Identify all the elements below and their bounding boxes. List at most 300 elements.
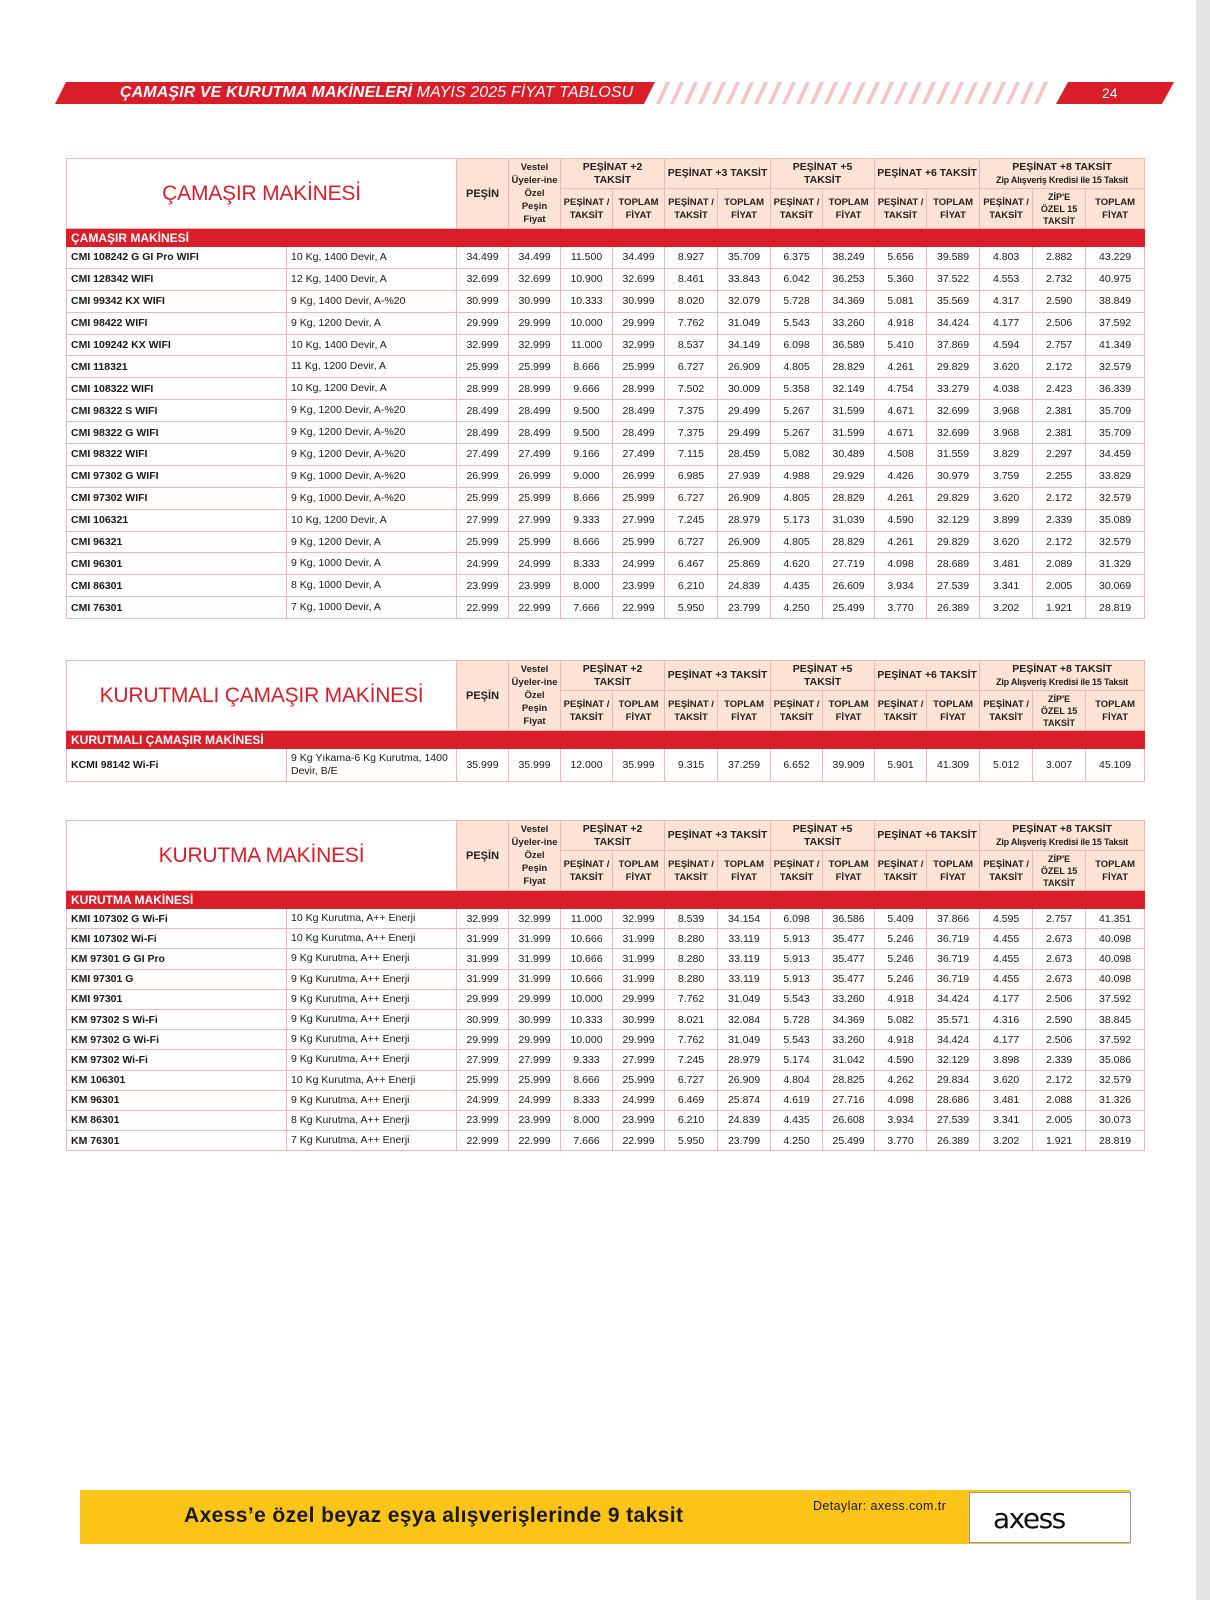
spec-cell: 10 Kg, 1400 Devir, A (287, 247, 457, 269)
price-cell: 6.375 (771, 247, 823, 269)
price-cell: 4.590 (875, 1050, 927, 1070)
col-group-2: PEŞİNAT +2 TAKSİT (561, 159, 665, 189)
price-cell: 2.732 (1033, 268, 1086, 290)
price-cell: 4.455 (980, 969, 1033, 989)
price-cell: 4.261 (875, 356, 927, 378)
price-cell: 35.086 (1086, 1050, 1145, 1070)
col-group-8-title: PEŞİNAT +8 TAKSİT (1012, 822, 1112, 835)
price-cell: 5.410 (875, 334, 927, 356)
model-cell: KM 76301 (67, 1131, 287, 1151)
table-row (67, 247, 1145, 269)
table-row (67, 444, 1145, 466)
price-cell: 2.673 (1033, 949, 1086, 969)
col-sub-pesinat: PEŞİNAT / TAKSİT (875, 851, 927, 891)
model-cell: KM 97302 G Wi-Fi (67, 1030, 287, 1050)
price-cell: 22.999 (613, 1131, 665, 1151)
price-cell: 4.594 (980, 334, 1033, 356)
price-cell: 8.927 (665, 247, 718, 269)
price-cell: 23.999 (613, 1110, 665, 1130)
price-cell: 6.210 (665, 575, 718, 597)
price-cell: 7.375 (665, 400, 718, 422)
price-cell: 31.559 (927, 444, 980, 466)
price-cell: 6.469 (665, 1090, 718, 1110)
price-cell: 2.590 (1033, 290, 1086, 312)
price-cell: 24.999 (509, 1090, 561, 1110)
price-cell: 5.360 (875, 268, 927, 290)
spec-cell: 10 Kg, 1200 Devir, A (287, 509, 457, 531)
table-row (67, 749, 1145, 782)
col-group-5: PEŞİNAT +5 TAKSİT (771, 821, 875, 851)
price-cell: 5.081 (875, 290, 927, 312)
price-cell: 39.589 (927, 247, 980, 269)
price-cell: 29.999 (509, 1030, 561, 1050)
price-cell: 2.172 (1033, 356, 1086, 378)
section-label: KURUTMA MAKİNESİ (67, 891, 1145, 909)
model-cell: CMI 109242 KX WIFI (67, 334, 287, 356)
price-cell: 41.309 (927, 749, 980, 782)
spec-cell: 7 Kg Kurutma, A++ Enerji (287, 1131, 457, 1151)
price-cell: 9.333 (561, 1050, 613, 1070)
price-cell: 24.839 (718, 1110, 771, 1130)
price-cell: 33.119 (718, 969, 771, 989)
price-cell: 32.129 (927, 509, 980, 531)
price-cell: 45.109 (1086, 749, 1145, 782)
price-cell: 3.341 (980, 1110, 1033, 1130)
price-cell: 37.592 (1086, 312, 1145, 334)
price-cell: 34.369 (823, 290, 875, 312)
col-sub-toplam: TOPLAM FİYAT (1086, 851, 1145, 891)
model-cell: CMI 96301 (67, 553, 287, 575)
section-label: ÇAMAŞIR MAKİNESİ (67, 229, 1145, 247)
model-cell: KM 106301 (67, 1070, 287, 1090)
price-cell: 25.499 (823, 1131, 875, 1151)
price-cell: 5.950 (665, 597, 718, 619)
price-cell: 6.042 (771, 268, 823, 290)
price-cell: 5.913 (771, 949, 823, 969)
price-cell: 31.999 (509, 949, 561, 969)
price-cell: 35.999 (613, 749, 665, 782)
col-group-8-title: PEŞİNAT +8 TAKSİT (1012, 160, 1112, 173)
price-cell: 4.177 (980, 989, 1033, 1009)
price-cell: 33.279 (927, 378, 980, 400)
price-cell: 31.042 (823, 1050, 875, 1070)
price-cell: 40.098 (1086, 929, 1145, 949)
price-cell: 5.913 (771, 969, 823, 989)
price-cell: 10.333 (561, 1009, 613, 1029)
price-cell: 32.579 (1086, 487, 1145, 509)
price-cell: 30.489 (823, 444, 875, 466)
price-cell: 30.999 (509, 1009, 561, 1029)
price-cell: 26.608 (823, 1110, 875, 1130)
price-cell: 31.999 (457, 949, 509, 969)
price-cell: 33.119 (718, 949, 771, 969)
spec-cell: 9 Kg, 1200 Devir, A-%20 (287, 444, 457, 466)
price-cell: 31.999 (613, 929, 665, 949)
price-cell: 34.424 (927, 1030, 980, 1050)
price-cell: 23.999 (509, 575, 561, 597)
price-cell: 3.007 (1033, 749, 1086, 782)
footer-banner (80, 1490, 1130, 1544)
price-cell: 34.499 (509, 247, 561, 269)
price-cell: 2.381 (1033, 422, 1086, 444)
price-cell: 4.805 (771, 356, 823, 378)
price-cell: 35.709 (718, 247, 771, 269)
price-cell: 37.866 (927, 909, 980, 929)
section-label: KURUTMALI ÇAMAŞIR MAKİNESİ (67, 731, 1145, 749)
col-sub-pesinat: PEŞİNAT / TAKSİT (561, 189, 613, 229)
price-cell: 12.000 (561, 749, 613, 782)
model-cell: CMI 128342 WIFI (67, 268, 287, 290)
price-cell: 36.339 (1086, 378, 1145, 400)
price-cell: 4.508 (875, 444, 927, 466)
col-sub-pesinat: PEŞİNAT / TAKSİT (561, 691, 613, 731)
price-cell: 29.499 (718, 422, 771, 444)
price-cell: 38.845 (1086, 1009, 1145, 1029)
price-cell: 32.699 (457, 268, 509, 290)
price-cell: 2.172 (1033, 531, 1086, 553)
price-cell: 5.358 (771, 378, 823, 400)
price-cell: 23.999 (613, 575, 665, 597)
price-cell: 32.579 (1086, 356, 1145, 378)
price-cell: 2.757 (1033, 334, 1086, 356)
price-cell: 4.177 (980, 1030, 1033, 1050)
model-cell: KM 97302 S Wi-Fi (67, 1009, 287, 1029)
price-cell: 4.671 (875, 400, 927, 422)
price-cell: 5.728 (771, 1009, 823, 1029)
price-cell: 28.825 (823, 1070, 875, 1090)
price-cell: 7.666 (561, 1131, 613, 1151)
spec-cell: 7 Kg, 1000 Devir, A (287, 597, 457, 619)
price-cell: 5.728 (771, 290, 823, 312)
price-cell: 3.829 (980, 444, 1033, 466)
model-cell: KMI 107302 Wi-Fi (67, 929, 287, 949)
model-cell: KM 86301 (67, 1110, 287, 1130)
spec-cell: 9 Kg Kurutma, A++ Enerji (287, 1090, 457, 1110)
price-cell: 29.999 (457, 1030, 509, 1050)
model-cell: KM 97301 G GI Pro (67, 949, 287, 969)
price-cell: 5.543 (771, 1030, 823, 1050)
price-cell: 25.999 (509, 356, 561, 378)
price-cell: 24.999 (613, 553, 665, 575)
model-cell: CMI 97302 G WIFI (67, 465, 287, 487)
price-cell: 28.499 (457, 422, 509, 444)
table-row (67, 575, 1145, 597)
price-cell: 31.326 (1086, 1090, 1145, 1110)
price-cell: 33.829 (1086, 465, 1145, 487)
price-cell: 31.999 (457, 929, 509, 949)
price-cell: 8.666 (561, 356, 613, 378)
price-cell: 31.049 (718, 1030, 771, 1050)
price-cell: 28.499 (509, 422, 561, 444)
table-row (67, 949, 1145, 969)
col-sub-pesinat: PEŞİNAT / TAKSİT (665, 189, 718, 229)
col-sub-toplam: TOPLAM FİYAT (1086, 691, 1145, 731)
price-cell: 7.762 (665, 1030, 718, 1050)
col-sub-toplam: TOPLAM FİYAT (927, 189, 980, 229)
price-cell: 31.999 (509, 929, 561, 949)
price-cell: 32.999 (509, 334, 561, 356)
price-cell: 34.424 (927, 989, 980, 1009)
table-title: KURUTMA MAKİNESİ (67, 821, 457, 891)
price-cell: 2.757 (1033, 909, 1086, 929)
price-cell: 25.999 (613, 487, 665, 509)
price-cell: 28.499 (509, 400, 561, 422)
price-cell: 23.999 (457, 1110, 509, 1130)
col-sub-toplam: TOPLAM FİYAT (613, 691, 665, 731)
price-cell: 2.089 (1033, 553, 1086, 575)
price-cell: 27.939 (718, 465, 771, 487)
col-sub-pesinat: PEŞİNAT / TAKSİT (665, 691, 718, 731)
washer-dryer-table (66, 660, 1145, 782)
spec-cell: 10 Kg, 1400 Devir, A (287, 334, 457, 356)
price-cell: 2.005 (1033, 1110, 1086, 1130)
footer-details-link[interactable]: Detaylar: axess.com.tr (813, 1499, 947, 1513)
price-cell: 6.985 (665, 465, 718, 487)
price-cell: 33.260 (823, 1030, 875, 1050)
price-cell: 31.049 (718, 312, 771, 334)
price-cell: 26.999 (457, 465, 509, 487)
price-cell: 5.246 (875, 969, 927, 989)
model-cell: CMI 98322 WIFI (67, 444, 287, 466)
table-title: ÇAMAŞIR MAKİNESİ (67, 159, 457, 229)
price-cell: 6.727 (665, 356, 718, 378)
price-cell: 29.829 (927, 356, 980, 378)
price-cell: 35.477 (823, 949, 875, 969)
price-cell: 1.921 (1033, 1131, 1086, 1151)
price-cell: 25.999 (613, 531, 665, 553)
price-cell: 4.918 (875, 1030, 927, 1050)
price-cell: 8.333 (561, 1090, 613, 1110)
price-cell: 7.762 (665, 312, 718, 334)
price-cell: 26.909 (718, 1070, 771, 1090)
price-cell: 25.999 (509, 487, 561, 509)
col-group-8-title: PEŞİNAT +8 TAKSİT (1012, 662, 1112, 675)
price-cell: 3.968 (980, 422, 1033, 444)
price-cell: 31.039 (823, 509, 875, 531)
col-group-6: PEŞİNAT +6 TAKSİT (875, 821, 980, 851)
price-cell: 3.934 (875, 1110, 927, 1130)
price-cell: 31.049 (718, 989, 771, 1009)
price-cell: 4.620 (771, 553, 823, 575)
spec-cell: 10 Kg Kurutma, A++ Enerji (287, 929, 457, 949)
price-cell: 2.673 (1033, 929, 1086, 949)
price-cell: 3.202 (980, 597, 1033, 619)
table-row (67, 378, 1145, 400)
col-sub-pesinat: PEŞİNAT / TAKSİT (665, 851, 718, 891)
price-cell: 32.999 (613, 334, 665, 356)
price-cell: 25.999 (509, 531, 561, 553)
price-cell: 27.499 (509, 444, 561, 466)
price-cell: 3.934 (875, 575, 927, 597)
header-title: ÇAMAŞIR VE KURUTMA MAKİNELERİ MAYIS 2025 FİYAT TABLOSU (120, 84, 634, 101)
spec-cell: 9 Kg Yıkama-6 Kg Kurutma, 1400 Devir, B/E (287, 749, 457, 782)
price-cell: 30.999 (457, 290, 509, 312)
col-sub-pesinat: PEŞİNAT / TAKSİT (771, 851, 823, 891)
price-cell: 3.968 (980, 400, 1033, 422)
price-cell: 7.502 (665, 378, 718, 400)
spec-cell: 9 Kg Kurutma, A++ Enerji (287, 1050, 457, 1070)
price-cell: 43.229 (1086, 247, 1145, 269)
price-cell: 32.699 (927, 400, 980, 422)
price-cell: 10.333 (561, 290, 613, 312)
price-cell: 40.975 (1086, 268, 1145, 290)
price-cell: 28.829 (823, 487, 875, 509)
price-cell: 31.999 (509, 969, 561, 989)
price-cell: 8.280 (665, 929, 718, 949)
price-cell: 4.918 (875, 989, 927, 1009)
price-cell: 2.423 (1033, 378, 1086, 400)
spec-cell: 9 Kg Kurutma, A++ Enerji (287, 989, 457, 1009)
price-cell: 10.666 (561, 949, 613, 969)
table-row (67, 1110, 1145, 1130)
price-cell: 25.499 (823, 597, 875, 619)
price-cell: 32.129 (927, 1050, 980, 1070)
price-cell: 26.909 (718, 487, 771, 509)
price-cell: 5.267 (771, 422, 823, 444)
price-cell: 28.499 (457, 400, 509, 422)
price-cell: 27.719 (823, 553, 875, 575)
price-cell: 30.999 (613, 1009, 665, 1029)
price-cell: 3.620 (980, 531, 1033, 553)
price-cell: 10.666 (561, 929, 613, 949)
col-sub-toplam: TOPLAM FİYAT (718, 851, 771, 891)
price-cell: 37.869 (927, 334, 980, 356)
spec-cell: 9 Kg, 1400 Devir, A-%20 (287, 290, 457, 312)
price-cell: 4.595 (980, 909, 1033, 929)
col-sub-zip: ZİP'E ÖZEL 15 TAKSİT (1033, 691, 1086, 731)
col-pesin: PEŞİN (457, 661, 509, 731)
price-cell: 40.098 (1086, 969, 1145, 989)
price-cell: 5.246 (875, 929, 927, 949)
table-row (67, 400, 1145, 422)
col-group-8-zip: Zip Alışveriş Kredisi ile 15 Taksit (996, 676, 1129, 687)
price-cell: 5.901 (875, 749, 927, 782)
price-cell: 2.172 (1033, 1070, 1086, 1090)
price-cell: 31.999 (457, 969, 509, 989)
price-cell: 31.999 (613, 949, 665, 969)
table-row (67, 487, 1145, 509)
price-cell: 7.115 (665, 444, 718, 466)
price-cell: 35.089 (1086, 509, 1145, 531)
price-cell: 35.999 (509, 749, 561, 782)
price-cell: 9.333 (561, 509, 613, 531)
price-cell: 26.609 (823, 575, 875, 597)
price-cell: 29.999 (457, 989, 509, 1009)
price-cell: 9.315 (665, 749, 718, 782)
col-sub-toplam: TOPLAM FİYAT (1086, 189, 1145, 229)
price-cell: 27.539 (927, 575, 980, 597)
price-cell: 24.999 (457, 1090, 509, 1110)
price-cell: 25.869 (718, 553, 771, 575)
col-group-3: PEŞİNAT +3 TAKSİT (665, 821, 771, 851)
spec-cell: 10 Kg Kurutma, A++ Enerji (287, 1070, 457, 1090)
price-cell: 33.843 (718, 268, 771, 290)
spec-cell: 11 Kg, 1200 Devir, A (287, 356, 457, 378)
col-sub-toplam: TOPLAM FİYAT (613, 851, 665, 891)
model-cell: CMI 98322 G WIFI (67, 422, 287, 444)
model-cell: CMI 98422 WIFI (67, 312, 287, 334)
price-cell: 28.999 (509, 378, 561, 400)
price-cell: 34.424 (927, 312, 980, 334)
price-cell: 32.999 (457, 334, 509, 356)
price-cell: 11.500 (561, 247, 613, 269)
spec-cell: 8 Kg Kurutma, A++ Enerji (287, 1110, 457, 1130)
col-pesin: PEŞİN (457, 159, 509, 229)
spec-cell: 9 Kg Kurutma, A++ Enerji (287, 1009, 457, 1029)
price-cell: 2.339 (1033, 1050, 1086, 1070)
price-cell: 30.979 (927, 465, 980, 487)
price-cell: 34.369 (823, 1009, 875, 1029)
price-cell: 28.686 (927, 1090, 980, 1110)
price-cell: 4.250 (771, 1131, 823, 1151)
price-cell: 4.098 (875, 1090, 927, 1110)
price-cell: 40.098 (1086, 949, 1145, 969)
price-cell: 3.620 (980, 356, 1033, 378)
page-header (0, 82, 1196, 104)
price-cell: 8.000 (561, 575, 613, 597)
price-cell: 30.999 (509, 290, 561, 312)
price-cell: 2.506 (1033, 989, 1086, 1009)
price-cell: 8.537 (665, 334, 718, 356)
price-cell: 31.329 (1086, 553, 1145, 575)
price-cell: 4.426 (875, 465, 927, 487)
col-group-2: PEŞİNAT +2 TAKSİT (561, 661, 665, 691)
price-cell: 32.999 (457, 909, 509, 929)
price-cell: 28.499 (613, 400, 665, 422)
price-cell: 2.005 (1033, 575, 1086, 597)
price-cell: 32.579 (1086, 531, 1145, 553)
price-cell: 3.341 (980, 575, 1033, 597)
price-cell: 32.699 (613, 268, 665, 290)
col-sub-toplam: TOPLAM FİYAT (823, 851, 875, 891)
price-cell: 37.259 (718, 749, 771, 782)
model-cell: CMI 108242 G GI Pro WIFI (67, 247, 287, 269)
price-cell: 4.804 (771, 1070, 823, 1090)
model-cell: CMI 98322 S WIFI (67, 400, 287, 422)
price-cell: 6.727 (665, 1070, 718, 1090)
price-cell: 22.999 (509, 597, 561, 619)
table-row (67, 422, 1145, 444)
table-row (67, 268, 1145, 290)
price-cell: 9.500 (561, 400, 613, 422)
col-sub-pesinat: PEŞİNAT / TAKSİT (980, 189, 1033, 229)
price-cell: 9.666 (561, 378, 613, 400)
price-cell: 30.999 (613, 290, 665, 312)
price-cell: 2.882 (1033, 247, 1086, 269)
price-cell: 32.699 (509, 268, 561, 290)
price-cell: 8.000 (561, 1110, 613, 1130)
axess-logo-text: axess (993, 1502, 1065, 1535)
price-cell: 27.499 (613, 444, 665, 466)
price-cell: 24.999 (509, 553, 561, 575)
price-cell: 28.499 (613, 422, 665, 444)
price-cell: 4.455 (980, 949, 1033, 969)
price-cell: 4.038 (980, 378, 1033, 400)
price-cell: 23.999 (509, 1110, 561, 1130)
price-cell: 4.455 (980, 929, 1033, 949)
model-cell: CMI 76301 (67, 597, 287, 619)
model-cell: CMI 97302 WIFI (67, 487, 287, 509)
price-cell: 25.999 (457, 356, 509, 378)
price-cell: 2.339 (1033, 509, 1086, 531)
price-cell: 5.174 (771, 1050, 823, 1070)
price-cell: 38.849 (1086, 290, 1145, 312)
model-cell: CMI 99342 KX WIFI (67, 290, 287, 312)
col-group-8-zip: Zip Alışveriş Kredisi ile 15 Taksit (996, 836, 1129, 847)
price-cell: 27.999 (613, 509, 665, 531)
axess-logo (969, 1492, 1131, 1543)
price-cell: 29.999 (457, 312, 509, 334)
